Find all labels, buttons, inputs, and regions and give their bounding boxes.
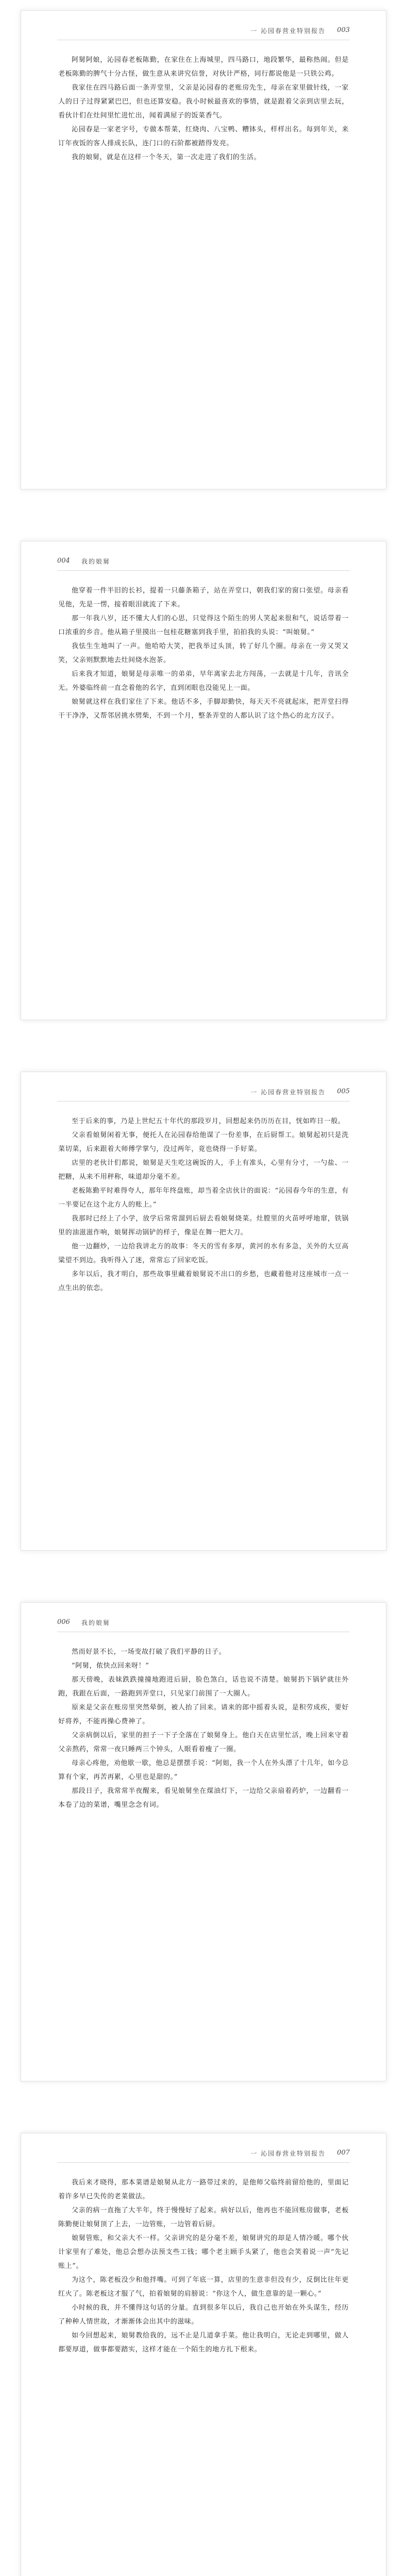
paragraph: 我那时已经上了小学，放学后常常溜到后厨去看娘舅烧菜。灶膛里的火苗呼呼地窜，铁锅里的油滋滋作响，娘舅挥动锅铲的样子，像是在舞一把大刀。 bbox=[58, 1215, 349, 1236]
paragraph: 至于后来的事，乃是上世纪五十年代的那段岁月，回想起来仍历历在目，恍如昨日一般。 bbox=[72, 1117, 345, 1125]
paragraph: 父亲看娘舅闲着无事，便托人在沁园春给他谋了一份差事，在后厨帮工。娘舅起初只是洗菜切菜，后来跟着大师傅学掌勺，没过两年，竟也烧得一手好菜。 bbox=[58, 1131, 349, 1153]
page-number: 005 bbox=[337, 1088, 350, 1095]
page-number: 006 bbox=[57, 1618, 70, 1626]
paragraph: 父亲的病一直拖了大半年，终于慢慢好了起来。病好以后，他再也不能回账房做事，老板陈勤便让娘舅顶了上去，一边管账，一边管着后厨。 bbox=[58, 2207, 349, 2228]
paragraph: 为这个，陈老板没少和他拌嘴。可到了年底一算，店里的生意非但没有少，反倒比往年更红火了。陈老板这才服了气，拍着娘舅的肩膀说：“你这个人，做生意靠的是一颗心。” bbox=[58, 2276, 349, 2298]
paragraph: “阿舅，侬快点回来呀！” bbox=[72, 1662, 149, 1670]
paragraph: 那一年我八岁，还不懂大人们的心思，只觉得这个陌生的男人笑起来很和气，说话带着一口浓重的乡音。他从箱子里摸出一包桂花糖塞到我手里，拍拍我的头说：“叫娘舅。” bbox=[58, 615, 349, 636]
page-number: 004 bbox=[57, 557, 70, 565]
page-body bbox=[58, 53, 349, 458]
paragraph: 他一边翻炒，一边给我讲北方的故事：冬天的雪有多厚，黄河的水有多急，关外的大豆高粱望不到边。我听得入了迷，常常忘了回家吃饭。 bbox=[58, 1243, 349, 1264]
page-header bbox=[57, 1618, 350, 1632]
page-body bbox=[58, 584, 349, 989]
paragraph: 小时候的我，并不懂得这句话的分量。直到很多年以后，我自己也开始在外头谋生，经历了种种人情世故，才渐渐体会出其中的滋味。 bbox=[58, 2304, 349, 2326]
page-body bbox=[58, 1114, 349, 1519]
page-body bbox=[58, 1645, 349, 2050]
paragraph: 娘舅管账，和父亲大不一样。父亲讲究的是分毫不差，娘舅讲究的却是人情冷暖。哪个伙计家里有了难处，他总会想办法预支些工钱；哪个老主顾手头紧了，他也会笑着说一声“先记账上”。 bbox=[58, 2234, 349, 2270]
paragraph: 我家住在四马路后面一条弄堂里，父亲是沁园春的老账房先生，母亲在家里做针线，一家人的日子过得紧紧巴巴，但也还算安稳。我小时候最喜欢的事情，就是跟着父亲到店里去玩，看伙计们在灶间里忙进忙出，闻着满屋子的饭菜香气。 bbox=[58, 84, 349, 120]
page-header bbox=[57, 2149, 350, 2163]
paragraph: 店里的老伙计们都说，娘舅是天生吃这碗饭的人，手上有准头，心里有分寸，一勺盐、一把糖，从来不用秤称，味道却分毫不差。 bbox=[58, 1159, 349, 1181]
paragraph: 老板陈勤平时难得夸人，那年年终盘账，却当着全店伙计的面说：“沁园春今年的生意，有一半要记在这个北方人的账上。” bbox=[58, 1187, 349, 1209]
paragraph: 如今回想起来，娘舅教给我的，远不止是几道拿手菜。他让我明白，无论走到哪里，做人都要厚道，做事都要踏实，这样才能在一个陌生的地方扎下根来。 bbox=[58, 2332, 349, 2353]
page-header bbox=[57, 1088, 350, 1101]
paragraph: 多年以后，我才明白，那些故事里藏着娘舅说不出口的乡愁，也藏着他对这座城市一点一点生出的依恋。 bbox=[58, 1270, 349, 1292]
book-page bbox=[21, 2133, 386, 2576]
paragraph: 那段日子，我常常半夜醒来，看见娘舅坐在煤油灯下，一边给父亲扇着药炉，一边翻看一本卷了边的菜谱，嘴里念念有词。 bbox=[58, 1787, 349, 1809]
paragraph: 我的娘舅，就是在这样一个冬天，第一次走进了我们的生活。 bbox=[72, 154, 261, 161]
running-title: 一 沁园春营业特别报告 bbox=[250, 2150, 326, 2157]
running-title: 我的娘舅 bbox=[81, 558, 110, 565]
paragraph: 我怯生生地叫了一声。他哈哈大笑，把我举过头顶，转了好几个圈。母亲在一旁又哭又笑，父亲则默默地去灶间烧水泡茶。 bbox=[58, 642, 349, 664]
paragraph: 娘舅就这样在我们家住了下来。他话不多，手脚却勤快，每天天不亮就起床，把弄堂扫得干干净净，又帮邻居挑水劈柴，不到一个月，整条弄堂的人都认识了这个热心的北方汉子。 bbox=[58, 698, 349, 720]
paragraph: 然而好景不长，一场变故打破了我们平静的日子。 bbox=[72, 1648, 226, 1656]
page-number: 007 bbox=[337, 2149, 350, 2157]
paragraph: 后来我才知道，娘舅是母亲唯一的弟弟，早年离家去北方闯荡，一去就是十几年，音讯全无。外婆临终前一直念着他的名字，直到闭眼也没能见上一面。 bbox=[58, 670, 349, 692]
page-header bbox=[57, 557, 350, 571]
book-page bbox=[21, 1072, 386, 1551]
book-page bbox=[21, 10, 386, 489]
running-title: 一 沁园春营业特别报告 bbox=[250, 27, 326, 35]
page-number: 003 bbox=[337, 26, 350, 34]
paragraph: 母亲心疼他，劝他歇一歇，他总是摆摆手说：“阿姐，我一个人在外头漂了十几年，如今总算有个家，再苦再累，心里也是甜的。” bbox=[58, 1759, 349, 1781]
running-title: 我的娘舅 bbox=[81, 1619, 110, 1626]
paragraph: 我后来才晓得，那本菜谱是娘舅从北方一路带过来的，是他师父临终前留给他的，里面记着许多早已失传的老菜做法。 bbox=[58, 2179, 349, 2200]
paragraph: 阿舅阿娘，沁园春老板陈勤，在家住在上海城里，四马路口，地段繁华，最称热闹。但是老板陈勤的脾气十分古怪，做生意从来讲究信誉，对伙计严格，同行都说他是一只铁公鸡。 bbox=[58, 56, 349, 78]
paragraph: 父亲病倒以后，家里的担子一下子全落在了娘舅身上。他白天在店里忙活，晚上回来守着父亲熬药，常常一夜只睡两三个钟头，人眼看着瘦了一圈。 bbox=[58, 1732, 349, 1753]
paragraph: 原来是父亲在账房里突然晕倒，被人抬了回来。请来的郎中摇着头说，是积劳成疾，要好好将养，不能再操心费神了。 bbox=[58, 1704, 349, 1725]
running-title: 一 沁园春营业特别报告 bbox=[250, 1089, 326, 1096]
page-header bbox=[57, 26, 350, 40]
page-body bbox=[58, 2176, 349, 2576]
book-page bbox=[21, 1602, 386, 2081]
paragraph: 沁园春是一家老字号，专做本帮菜，红烧肉、八宝鸭、糟钵头，样样出名。每到年关，来订年夜饭的客人排成长队，连门口的石阶都被踏得发亮。 bbox=[58, 126, 349, 147]
paragraph: 他穿着一件半旧的长衫，提着一只藤条箱子，站在弄堂口，朝我们家的窗口张望。母亲看见他，先是一愣，接着眼泪就流了下来。 bbox=[58, 587, 349, 608]
book-page bbox=[21, 541, 386, 1020]
paragraph: 那天傍晚，表妹跌跌撞撞地跑进后厨，脸色煞白，话也说不清楚。娘舅扔下锅铲就往外跑，我跟在后面，一路跑到弄堂口，只见家门前围了一大圈人。 bbox=[58, 1676, 349, 1698]
